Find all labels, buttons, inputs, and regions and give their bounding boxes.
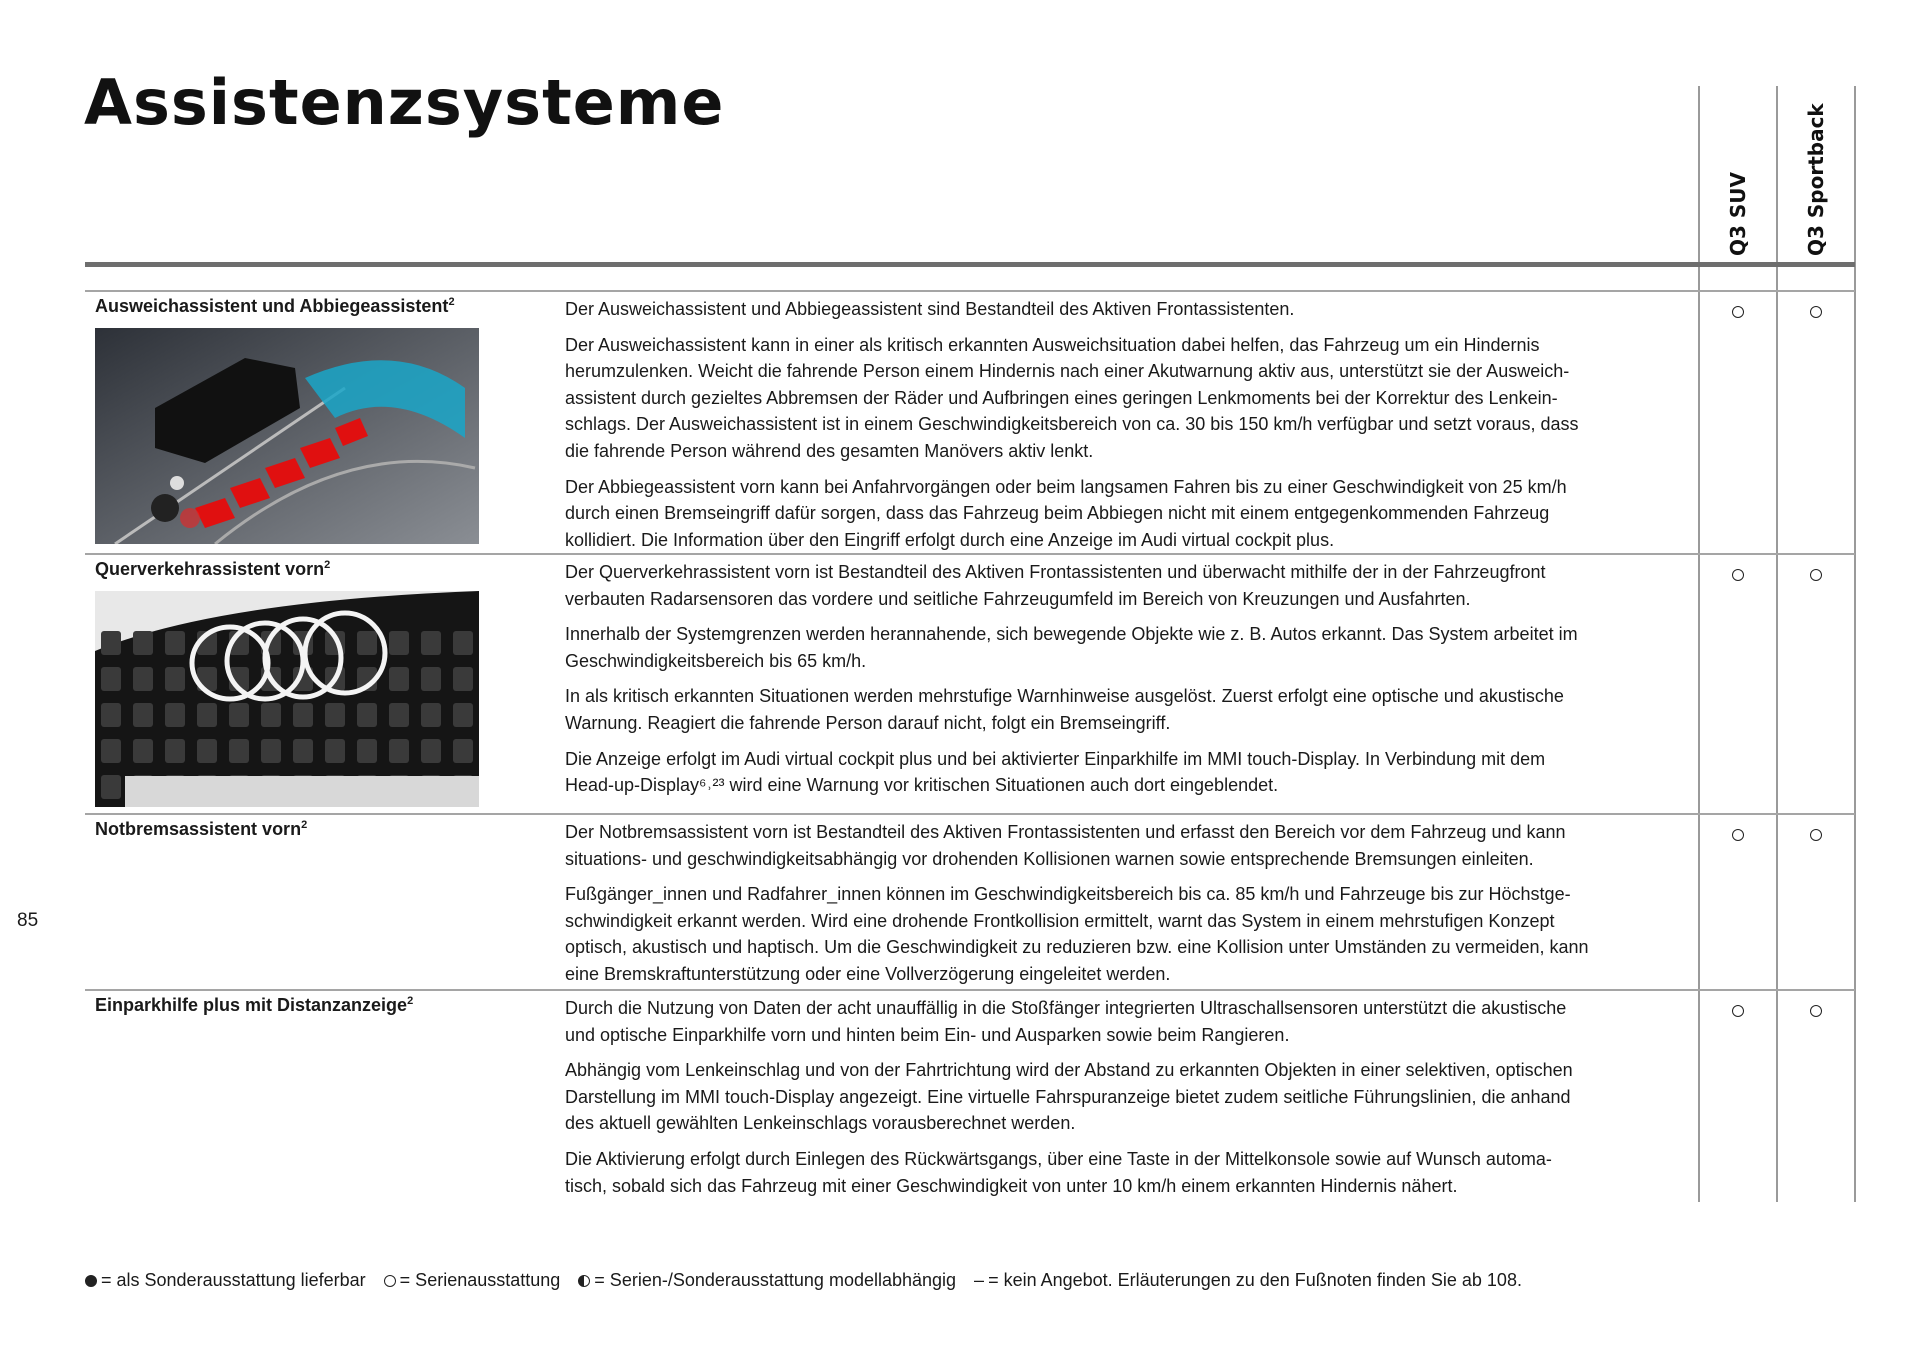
- legend-text: = Serien-/Sonderausstattung modellabhängig: [594, 1270, 957, 1290]
- text-line: situations- und geschwindigkeitsabhängig vor drohenden Kollisionen warnen sowie entsprechende Bremsungen einleiten.: [565, 848, 1534, 869]
- evasive-assist-illustration: [95, 328, 479, 544]
- text-line: Geschwindigkeitsbereich bis 65 km/h.: [565, 650, 867, 671]
- text-line: Warnung. Reagiert die fahrende Person darauf nicht, folgt ein Bremseingriff.: [565, 712, 1171, 733]
- table-row: [85, 292, 1699, 555]
- feature-name: [95, 995, 413, 1016]
- feature-label: Querverkehrassistent vorn: [95, 559, 325, 579]
- audi-grille-photo: [95, 591, 479, 807]
- description-paragraph: [565, 296, 1695, 323]
- page-title: Assistenzsysteme: [84, 66, 725, 139]
- feature-description: [565, 819, 1695, 997]
- footnote-ref: 2: [407, 995, 414, 1007]
- text-line: Der Notbremsassistent vorn ist Bestandteil des Aktiven Frontassistenten und erfasst den Bereich vor dem Fahrzeug und kann: [565, 822, 1566, 842]
- text-line: Die Anzeige erfolgt im Audi virtual cockpit plus und bei aktivierter Einparkhilfe im MMI touch-Display. In Verbindung mit dem: [565, 748, 1546, 769]
- legend-item-optional: [85, 1270, 366, 1291]
- text-line: optisch, akustisch und haptisch. Um die Geschwindigkeit zu reduzieren bzw. eine Kollision unter Umständen zu vermeiden, kann: [565, 937, 1589, 958]
- availability-q3-sportback-standard-icon: [1810, 569, 1822, 581]
- column-header-q3-sportback: [1777, 100, 1855, 256]
- text-line: Der Ausweichassistent und Abbiegeassistent sind Bestandteil des Aktiven Frontassistenten.: [565, 299, 1295, 319]
- table-top-border: [85, 290, 1855, 292]
- feature-description: [565, 559, 1695, 808]
- feature-label: Einparkhilfe plus mit Distanzanzeige: [95, 995, 408, 1015]
- legend: [85, 1270, 1522, 1291]
- feature-description: [565, 296, 1695, 562]
- table-row: [85, 991, 1699, 1202]
- legend-item-not-offered: [974, 1270, 1522, 1291]
- text-line: Die Aktivierung erfolgt durch Einlegen des Rückwärtsgangs, über eine Taste in der Mittelkonsole sowie auf Wunsch automa-: [565, 1148, 1552, 1169]
- text-line: eine Bremskraftunterstützung oder eine Vollverzögerung eingeleitet werden.: [565, 963, 1171, 984]
- table-row: [85, 555, 1699, 815]
- text-line: herumzulenken. Weicht die fahrende Person einem Hindernis nach einer Akutwarnung aktiv aus, unterstützt sie der Ausweich-: [565, 361, 1570, 382]
- text-line: tisch, sobald sich das Fahrzeug mit einer Geschwindigkeit von unter 10 km/h einem erkannten Hindernis nähert.: [565, 1175, 1458, 1196]
- text-line: und optische Einparkhilfe vorn und hinten beim Ein- und Ausparken sowie beim Rangieren.: [565, 1024, 1290, 1045]
- footnote-ref: 2: [301, 819, 308, 831]
- availability-q3-suv-standard-icon: [1732, 569, 1744, 581]
- feature-name: [95, 559, 330, 580]
- filled-circle-icon: [85, 1275, 97, 1287]
- column-header-q3-suv: [1699, 100, 1777, 256]
- availability-q3-sportback-standard-icon: [1810, 306, 1822, 318]
- legend-text: = kein Angebot. Erläuterungen zu den Fußnoten finden Sie ab 108.: [988, 1270, 1522, 1290]
- text-line: Head-up-Display⁶˒²³ wird eine Warnung vor kritischen Situationen auch dort eingeblendet.: [565, 775, 1279, 796]
- text-line: Der Ausweichassistent kann in einer als kritisch erkannten Ausweichsituation dabei helfen, das Fahrzeug um ein Hindernis: [565, 334, 1540, 355]
- description-paragraph: [565, 819, 1695, 872]
- legend-text: = Serienausstattung: [399, 1270, 561, 1290]
- description-paragraph: [565, 332, 1695, 465]
- footnote-ref: 2: [324, 559, 331, 571]
- text-line: assistent durch gezieltes Abbremsen der Räder und Aufbringen eines geringen Lenkmoments bei der Korrektur des Lenkein-: [565, 387, 1558, 408]
- availability-q3-sportback-standard-icon: [1810, 1005, 1822, 1017]
- description-paragraph: [565, 474, 1695, 554]
- availability-q3-suv-standard-icon: [1732, 829, 1744, 841]
- description-paragraph: [565, 1057, 1695, 1137]
- text-line: Abhängig vom Lenkeinschlag und von der Fahrtrichtung wird der Abstand zu erkannten Objekten in einer selektiven, optischen: [565, 1060, 1573, 1081]
- description-paragraph: [565, 559, 1695, 612]
- dash-icon: –: [974, 1270, 985, 1290]
- text-line: Innerhalb der Systemgrenzen werden herannahende, sich bewegende Objekte wie z. B. Autos erkannt. Das System arbeitet im: [565, 624, 1578, 645]
- feature-name: [95, 296, 455, 317]
- description-paragraph: [565, 683, 1695, 736]
- text-line: schlags. Der Ausweichassistent ist in einem Geschwindigkeitsbereich von ca. 30 bis 150 km/h verfügbar und setzt voraus, dass: [565, 414, 1579, 435]
- legend-item-model-dependent: [578, 1270, 956, 1291]
- table-row: [85, 815, 1699, 991]
- text-line: Der Abbiegeassistent vorn kann bei Anfahrvorgängen oder beim langsamen Fahren bis zu einer Geschwindigkeit von 25 km/h: [565, 476, 1567, 497]
- description-paragraph: [565, 881, 1695, 987]
- text-line: Fußgänger_innen und Radfahrer_innen können im Geschwindigkeitsbereich bis ca. 85 km/h und Fahrzeuge bis zur Höchstge-: [565, 884, 1571, 905]
- open-circle-icon: [384, 1275, 396, 1287]
- footnote-ref: 2: [448, 296, 455, 308]
- page-number: 85: [17, 910, 39, 931]
- text-line: Darstellung im MMI touch-Display angezeigt. Eine virtuelle Fahrspuranzeige bietet zudem seitliche Führungslinien, die anhand: [565, 1086, 1571, 1107]
- description-paragraph: [565, 621, 1695, 674]
- legend-item-standard: [384, 1270, 561, 1291]
- feature-name: [95, 819, 307, 840]
- half-circle-icon: [578, 1275, 590, 1287]
- feature-label: Ausweichassistent und Abbiegeassistent: [95, 296, 449, 316]
- text-line: kollidiert. Die Information über den Eingriff erfolgt durch eine Anzeige im Audi virtual cockpit plus.: [565, 529, 1335, 550]
- description-paragraph: [565, 995, 1695, 1048]
- column-header-label: Q3 SUV: [1726, 171, 1750, 256]
- text-line: des aktuell gewählten Lenkeinschlags vorausberechnet werden.: [565, 1113, 1076, 1134]
- header-rule: [85, 262, 1855, 267]
- column-header-label: Q3 Sportback: [1804, 103, 1828, 256]
- description-paragraph: [565, 746, 1695, 799]
- text-line: verbauten Radarsensoren das vordere und seitliche Fahrzeugumfeld im Bereich von Kreuzungen und Ausfahrten.: [565, 588, 1471, 609]
- availability-q3-suv-standard-icon: [1732, 306, 1744, 318]
- description-paragraph: [565, 1146, 1695, 1199]
- text-line: schwindigkeit erkannt werden. Wird eine drohende Frontkollision ermittelt, warnt das System in einem mehrstufigen Konzept: [565, 910, 1555, 931]
- feature-description: [565, 995, 1695, 1208]
- text-line: Durch die Nutzung von Daten der acht unauffällig in die Stoßfänger integrierten Ultraschallsensoren unterstützt die akustische: [565, 998, 1567, 1018]
- feature-label: Notbremsassistent vorn: [95, 819, 302, 839]
- text-line: die fahrende Person während des gesamten Manövers aktiv lenkt.: [565, 440, 1094, 461]
- text-line: In als kritisch erkannten Situationen werden mehrstufige Warnhinweise ausgelöst. Zuerst erfolgt eine optische und akustische: [565, 686, 1564, 707]
- text-line: Der Querverkehrassistent vorn ist Bestandteil des Aktiven Frontassistenten und überwacht mithilfe der in der Fahrzeugfront: [565, 562, 1546, 582]
- text-line: durch einen Bremseingriff dafür sorgen, dass das Fahrzeug beim Abbiegen nicht mit einem entgegenkommenden Fahrzeug: [565, 503, 1550, 524]
- availability-q3-suv-standard-icon: [1732, 1005, 1744, 1017]
- availability-q3-sportback-standard-icon: [1810, 829, 1822, 841]
- legend-text: = als Sonderausstattung lieferbar: [101, 1270, 366, 1290]
